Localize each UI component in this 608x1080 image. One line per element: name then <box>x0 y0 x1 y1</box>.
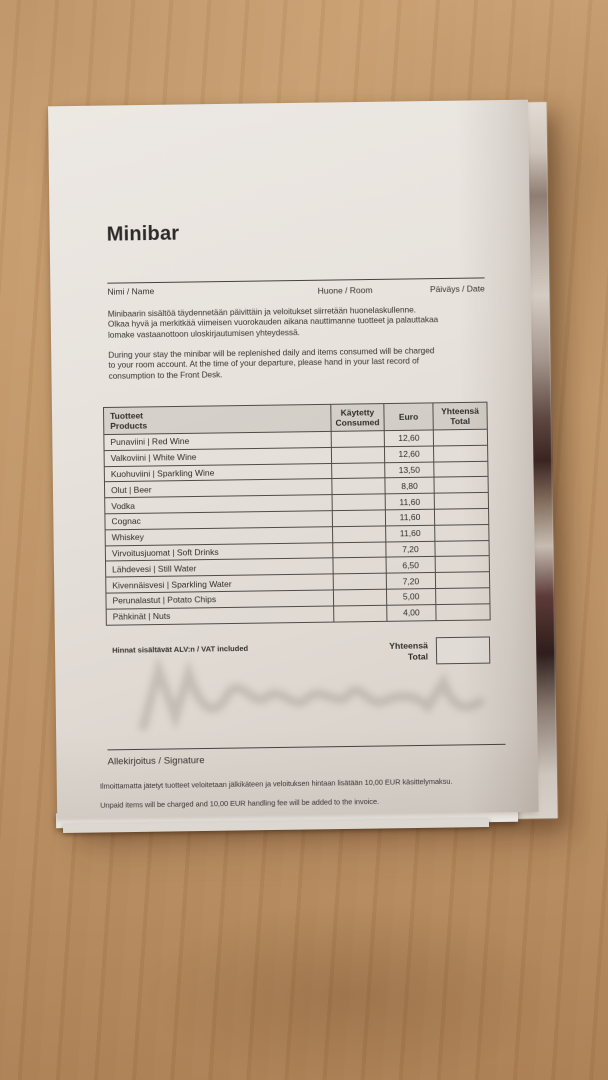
price-cell: 7,20 <box>386 541 435 558</box>
product-cell: Kuohuviini | Sparkling Wine <box>104 463 332 482</box>
intro-paragraph-english: During your stay the minibar will be replenished daily and items consumed will be charged to your room account. At the time of your departure, please hand in your last record of consumption to the Front Desk. <box>108 345 435 381</box>
consumed-cell <box>331 431 384 448</box>
total-cell <box>434 461 488 478</box>
price-cell: 4,00 <box>387 604 436 621</box>
consumed-cell <box>332 526 385 543</box>
price-cell: 13,50 <box>385 462 434 479</box>
product-cell: Olut | Beer <box>104 479 332 498</box>
consumed-cell <box>334 605 387 622</box>
total-cell <box>434 493 488 510</box>
price-cell: 11,60 <box>386 525 435 542</box>
grand-total-label: Yhteensä Total <box>389 640 429 662</box>
product-cell: Pähkinät | Nuts <box>106 606 334 625</box>
price-cell: 6,50 <box>386 557 435 574</box>
consumed-cell <box>332 478 385 495</box>
grand-total-box <box>436 636 491 664</box>
total-column-header: Yhteensä Total <box>433 402 487 430</box>
header-fields <box>107 281 484 298</box>
room-field-label: Huone / Room <box>317 284 373 296</box>
product-cell: Valkoviini | White Wine <box>104 447 332 466</box>
total-cell <box>434 508 488 525</box>
total-cell <box>434 477 488 494</box>
intro-paragraph-finnish: Minibaarin sisältöä täydennetään päivittäin ja veloitukset siirretään huonelaskullenne. Olkaa hyvä ja merkitkää viimeisen vuorokauden aikana nauttimanne tuotteet ja palauttakaa lomake vastaanottoon uloskirjautumisen yhteydessä. <box>107 304 439 340</box>
consumed-cell <box>333 589 386 606</box>
consumed-cell <box>333 573 386 590</box>
page-title: Minibar <box>106 222 180 246</box>
name-field-label: Nimi / Name <box>107 286 155 297</box>
consumed-cell <box>333 557 386 574</box>
date-field-label: Päiväys / Date <box>429 283 485 295</box>
handling-fee-note-english: Unpaid items will be charged and 10,00 EUR handling fee will be added to the invoice. <box>100 796 380 810</box>
total-cell <box>436 588 490 605</box>
consumed-cell <box>332 462 385 479</box>
minibar-price-table <box>103 402 491 626</box>
price-cell: 11,60 <box>385 493 434 510</box>
minibar-table-body <box>104 429 490 625</box>
signature-rule <box>107 744 505 751</box>
product-cell: Cognac <box>105 511 333 530</box>
product-cell: Kivennäisvesi | Sparkling Water <box>106 574 334 593</box>
vat-note: Hinnat sisältävät ALV:n / VAT included <box>112 643 249 655</box>
total-cell <box>435 524 489 541</box>
product-cell: Virvoitusjuomat | Soft Drinks <box>105 542 333 561</box>
handling-fee-note-finnish: Ilmoittamatta jätetyt tuotteet veloitetaan jälkikäteen ja veloituksen hintaan lisätään 10,00 EUR käsittelymaksu. <box>99 776 453 791</box>
price-cell: 7,20 <box>386 573 435 590</box>
total-cell <box>435 556 489 573</box>
form-content <box>99 100 493 817</box>
consumed-cell <box>332 494 385 511</box>
price-cell: 11,60 <box>385 509 434 526</box>
product-cell: Punaviini | Red Wine <box>104 431 332 450</box>
total-cell <box>435 540 489 557</box>
table-footer <box>106 637 490 675</box>
total-cell <box>435 572 489 589</box>
consumed-cell <box>331 447 384 464</box>
product-cell: Lähdevesi | Still Water <box>106 558 334 577</box>
price-cell: 12,60 <box>384 430 433 447</box>
signature-label: Allekirjoitus / Signature <box>107 755 205 768</box>
products-column-header: Tuotteet Products <box>103 404 331 434</box>
product-cell: Whiskey <box>105 527 333 546</box>
product-cell: Perunalastut | Potato Chips <box>106 590 334 609</box>
price-cell: 12,60 <box>384 446 433 463</box>
euro-column-header: Euro <box>384 403 433 431</box>
total-cell <box>434 445 488 462</box>
consumed-cell <box>332 510 385 527</box>
price-cell: 5,00 <box>386 589 435 606</box>
consumed-cell <box>333 542 386 559</box>
price-cell: 8,80 <box>385 478 434 495</box>
consumed-column-header: Käytetty Consumed <box>331 404 384 432</box>
total-cell <box>433 429 487 446</box>
minibar-form-paper <box>48 100 539 819</box>
total-cell <box>436 604 490 621</box>
product-cell: Vodka <box>105 495 333 514</box>
